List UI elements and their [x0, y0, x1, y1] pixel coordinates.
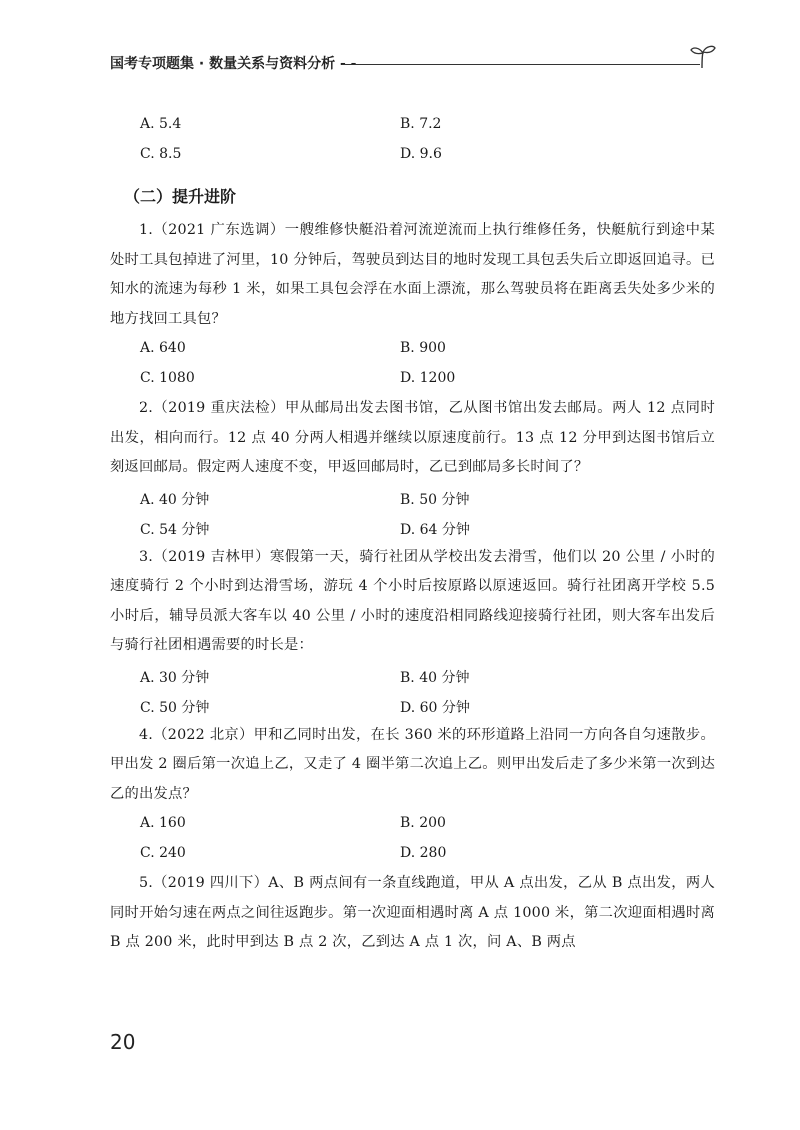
question-1: 1.（2021 广东选调）一艘维修快艇沿着河流逆流而上执行维修任务，快艇航行到途中某处时工具包掉进了河里，10 分钟后，驾驶员到达目的地时发现工具包丢失后立即返回追寻。已知水的流速为每秒 1 米，如果工具包会浮在水面上漂流，那么驾驶员将在距离丢失处多少米的地方找回工具包？: [110, 222, 715, 327]
option-a: A. 30 分钟: [140, 669, 210, 686]
page-content: [110, 110, 715, 958]
option-row: [110, 809, 715, 839]
option-d: D. 1200: [400, 370, 456, 386]
option-c: C. 50 分钟: [140, 699, 210, 716]
option-row: [110, 513, 715, 543]
header-rule: [342, 64, 700, 65]
option-row: [110, 661, 715, 691]
option-b: B. 40 分钟: [400, 669, 470, 686]
option-d: D. 60 分钟: [400, 699, 470, 716]
question-5: 5.（2019 四川下）A、B 两点间有一条直线跑道，甲从 A 点出发，乙从 B 点出发，两人同时开始匀速在两点之间往返跑步。第一次迎面相遇时离 A 点 1000 米，第二次迎面相遇时离 B 点 200 米，此时甲到达 B 点 2 次，乙到达 A 点 1 次，问 A、B 两点: [110, 875, 715, 950]
question-2: 2.（2019 重庆法检）甲从邮局出发去图书馆，乙从图书馆出发去邮局。两人 12 点同时出发，相向而行。12 点 40 分两人相遇并继续以原速度前行。13 点 12 分甲到达图书馆后立刻返回邮局。假定两人速度不变，甲返回邮局时，乙已到邮局多长时间了？: [110, 400, 715, 475]
option-b: B. 50 分钟: [400, 491, 470, 508]
option-c: C. 240: [140, 845, 186, 861]
option-row: [110, 110, 715, 140]
question-3: 3.（2019 吉林甲）寒假第一天，骑行社团从学校出发去滑雪，他们以 20 公里 / 小时的速度骑行 2 个小时到达滑雪场，游玩 4 个小时后按原路以原速返回。骑行社团离开学校 5.5 小时后，辅导员派大客车以 40 公里 / 小时的速度沿相同路线迎接骑行社团，则大客车出发后与骑行社团相遇需要的时长是：: [110, 548, 715, 653]
option-row: [110, 483, 715, 513]
question-4: 4.（2022 北京）甲和乙同时出发，在长 360 米的环形道路上沿同一方向各自匀速散步。甲出发 2 圈后第一次追上乙，又走了 4 圈半第二次追上乙。则甲出发后走了多少米第一次到达乙的出发点？: [110, 726, 715, 802]
option-d: D. 64 分钟: [400, 521, 470, 538]
option-c: C. 8.5: [140, 146, 182, 162]
page-number: 20: [110, 1030, 136, 1054]
option-d: D. 9.6: [400, 146, 442, 162]
option-row: [110, 691, 715, 721]
running-header: [110, 48, 710, 78]
option-c: C. 1080: [140, 370, 195, 386]
option-row: [110, 839, 715, 869]
option-a: A. 5.4: [140, 116, 182, 132]
option-b: B. 7.2: [400, 116, 442, 132]
sprout-icon: [688, 44, 718, 70]
option-row: [110, 334, 715, 364]
section-title: （二）提升进阶: [124, 187, 237, 206]
option-a: A. 40 分钟: [140, 491, 210, 508]
option-c: C. 54 分钟: [140, 521, 210, 538]
option-row: [110, 364, 715, 394]
header-title: 国考专项题集 · 数量关系与资料分析 - -: [110, 56, 357, 72]
option-a: A. 640: [140, 340, 186, 356]
option-a: A. 160: [140, 815, 186, 831]
option-row: [110, 140, 715, 170]
option-b: B. 200: [400, 815, 446, 831]
option-d: D. 280: [400, 845, 447, 861]
option-b: B. 900: [400, 340, 446, 356]
